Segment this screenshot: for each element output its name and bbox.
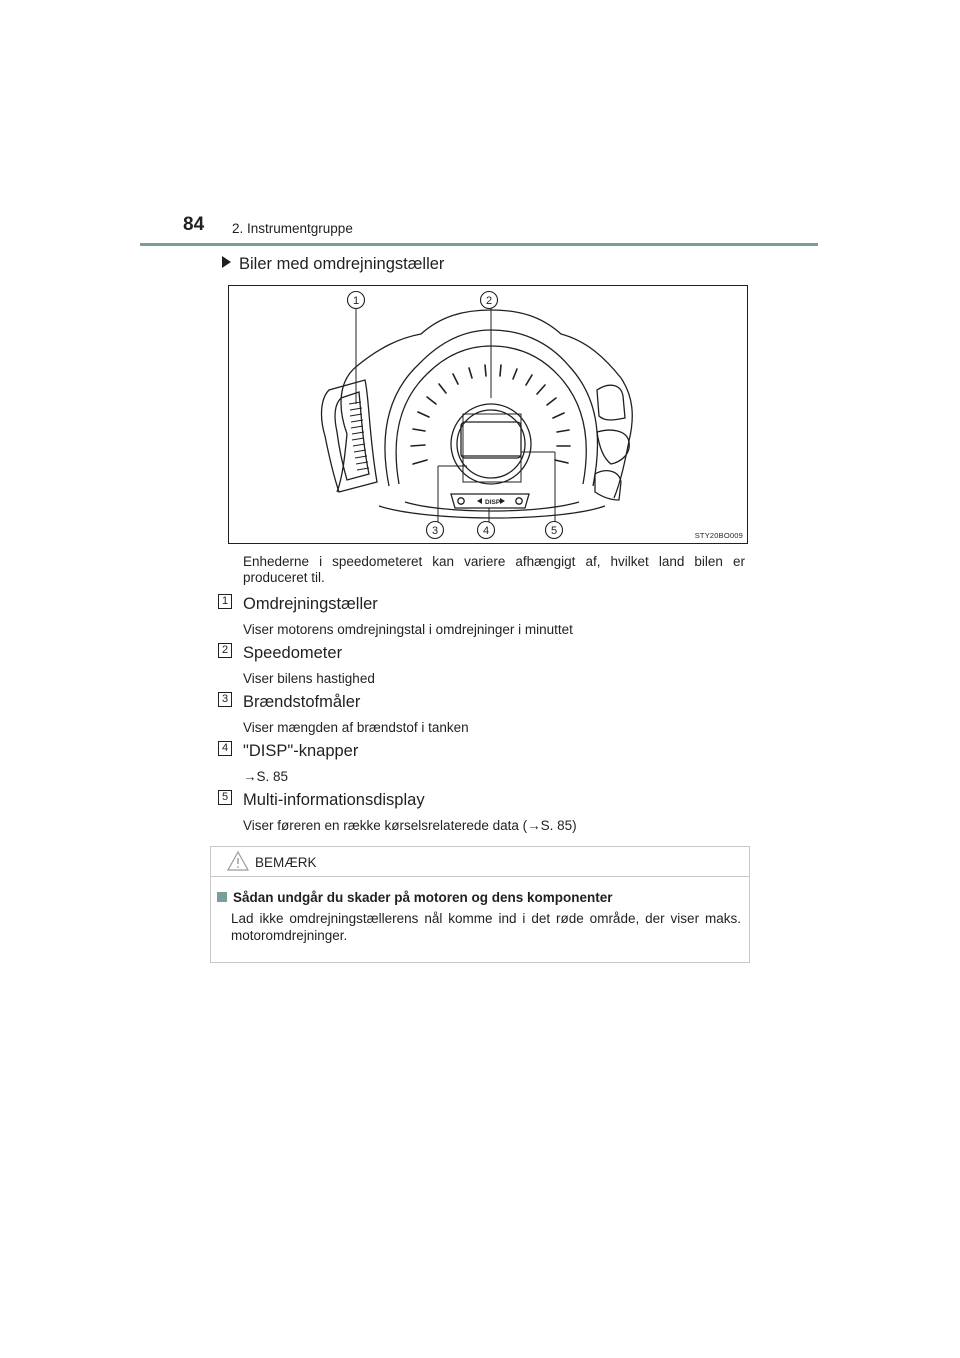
note-title-text: Sådan undgår du skader på motoren og dens komponenter — [233, 890, 613, 905]
note-label: BEMÆRK — [255, 855, 317, 870]
header-rule — [140, 243, 818, 246]
callout-3: 3 — [431, 525, 439, 537]
note-title — [217, 890, 613, 905]
callout-4: 4 — [482, 525, 490, 537]
item-number-1: 1 — [218, 594, 232, 609]
item-desc-5: Viser føreren en række kørselsrelaterede data (→S. 85) — [243, 818, 577, 833]
item-title-2: Speedometer — [243, 644, 343, 662]
note-divider — [211, 876, 749, 877]
item-title-5: Multi-informationsdisplay — [243, 791, 425, 809]
figure-code: STY20BO009 — [694, 531, 743, 540]
item-number-2: 2 — [218, 643, 232, 658]
figure-caption: Enhederne i speedometeret kan variere afhængigt af, hvilket land bilen er produceret til. — [243, 554, 745, 585]
item-title-4: "DISP"-knapper — [243, 742, 359, 760]
item-desc-2: Viser bilens hastighed — [243, 671, 375, 686]
page-number: 84 — [183, 214, 205, 235]
note-box — [210, 846, 750, 963]
note-text: Lad ikke omdrejningstællerens nål komme ind i det røde område, der viser maks. motoromdrejninger. — [231, 911, 741, 943]
variant-label: Biler med omdrejningstæller — [239, 255, 445, 273]
callout-2: 2 — [485, 295, 493, 307]
item-title-3: Brændstofmåler — [243, 693, 361, 711]
instrument-cluster-figure — [228, 285, 748, 544]
item-title-1: Omdrejningstæller — [243, 595, 378, 613]
disp-button-label: DISP — [485, 499, 501, 506]
item-number-5: 5 — [218, 790, 232, 805]
callout-5: 5 — [550, 525, 558, 537]
item-number-3: 3 — [218, 692, 232, 707]
triangle-bullet-icon — [222, 256, 231, 268]
chapter-title: 2. Instrumentgruppe — [232, 221, 353, 236]
warning-icon — [226, 849, 250, 873]
instrument-cluster-drawing — [229, 286, 749, 545]
item-desc-3: Viser mængden af brændstof i tanken — [243, 720, 469, 735]
square-bullet-icon — [217, 892, 227, 902]
callout-1: 1 — [352, 295, 360, 307]
item-number-4: 4 — [218, 741, 232, 756]
item-desc-1: Viser motorens omdrejningstal i omdrejninger i minuttet — [243, 622, 573, 637]
variant-heading — [222, 255, 444, 274]
item-desc-4: →S. 85 — [243, 769, 289, 784]
